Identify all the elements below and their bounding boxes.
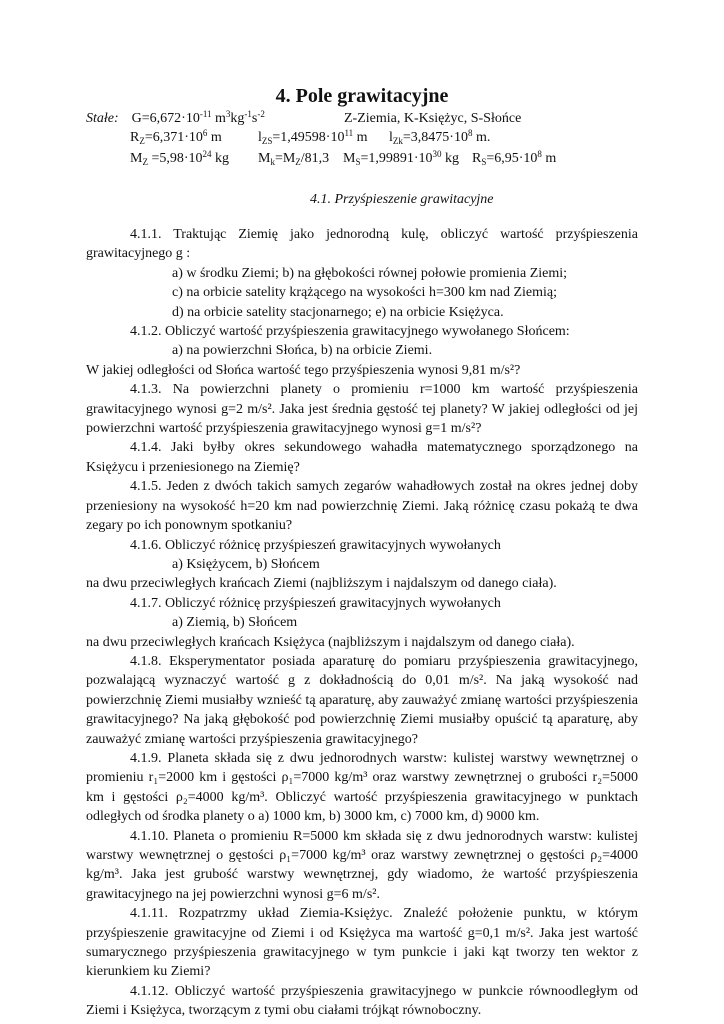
problem-4-1-1: 4.1.1. Traktując Ziemię jako jednorodną kulę, obliczyć wartość przyśpieszenia grawitacyjnego g : — [86, 227, 638, 262]
problem-4-1-12: 4.1.12. Obliczyć wartość przyśpieszenia grawitacyjnego w punkcie równoodległym od Ziemi i Księżyca, tworzącym z tymi obu ciałami trójkąt równoboczny. — [86, 983, 638, 1019]
constants-label: Stałe: — [86, 111, 119, 126]
const-MK: $M_k=M_Z/81,3$ — [258, 151, 330, 167]
problem-4-1-1-c: c) na orbicie satelity krążącego na wysokości h=300 km nad Ziemią; — [172, 285, 557, 301]
const-lZK: $l_{Zk}=3,8475\cdot 10^8$ m. — [389, 128, 491, 146]
constants-line-1 — [86, 110, 265, 128]
problem-list — [86, 225, 638, 1021]
const-MS: $M_S=1,99891\cdot 10^{30}$ kg — [343, 149, 460, 167]
problem-4-1-5: 4.1.5. Jeden z dwóch takich samych zegarów wahadłowych został na okres jednej doby przeniesiony na wysokość h=20 km nad powierzchnię Ziemi. Jaką różnicę czasu pokażą te dwa zegary po ich ponownym spotkaniu? — [86, 479, 638, 534]
problem-4-1-4: 4.1.4. Jaki byłby okres sekundowego wahadła matematycznego sporządzonego na Księżycu i przeniesionego na Ziemię? — [86, 440, 638, 475]
problem-4-1-1-ab: a) w środku Ziemi; b) na głębokości równej połowie promienia Ziemi; — [172, 265, 568, 281]
const-RS: $R_S=6,95\cdot 10^8$ m — [472, 149, 557, 167]
const-RZ: $R_Z=6,371\cdot 10^6$ m — [130, 128, 222, 146]
section-title: 4.1. Przyśpieszenie grawitacyjne — [310, 192, 494, 207]
constants-legend: Z-Ziemia, K-Księżyc, S-Słońce — [344, 111, 522, 126]
problem-4-1-7: 4.1.7. Obliczyć różnicę przyśpieszeń grawitacyjnych wywołanych — [130, 595, 501, 611]
const-MZ: $M_Z =5,98\cdot 10^{24}$ kg — [130, 149, 230, 167]
problem-4-1-1-de: d) na orbicie satelity stacjonarnego; e) na orbicie Księżyca. — [172, 304, 504, 320]
problem-4-1-7-tail: na dwu przeciwległych krańcach Księżyca (najbliższym i najdalszym od danego ciała). — [86, 634, 575, 650]
problem-4-1-9: 4.1.9. Planeta składa się z dwu jednorodnych warstw: kulistej warstwy wewnętrznej o promieniu r₁=2000 km i gęstości ρ₁=7000 kg/m³ oraz warstwy zewnętrznej o grubości r₂=5000 km i gęstości ρ₂=4000 kg/m³. Obliczyć wartość przyśpieszenia grawitacyjnego w punktach odległych od środka planety o a) 1000 km, b) 3000 km, c) 7000 km, d) 9000 km. — [86, 750, 638, 825]
const-lZS: $l_{ZS}=1,49598\cdot 10^{11}$ m — [258, 128, 368, 146]
const-G: $G=6,672\cdot 10^{-11}$ $m^3kg^{-1}s^{-2}$ — [131, 109, 265, 126]
problem-4-1-2-question: W jakiej odległości od Słońca wartość tego przyśpieszenia wynosi 9,81 m/s²? — [86, 362, 521, 378]
problem-4-1-2-ab: a) na powierzchni Słońca, b) na orbicie Ziemi. — [172, 343, 433, 359]
problem-4-1-7-ab: a) Ziemią, b) Słońcem — [172, 615, 298, 631]
problem-4-1-3: 4.1.3. Na powierzchni planety o promieniu r=1000 km wartość przyśpieszenia grawitacyjnego wynosi g=2 m/s². Jaka jest średnia gęstość tej planety? W jakiej odległości od jej powierzchni wartość przyśpieszenia grawitacyjnego wynosi g=1 m/s²? — [86, 382, 638, 437]
problem-4-1-2: 4.1.2. Obliczyć wartość przyśpieszenia grawitacyjnego wywołanego Słońcem: — [130, 324, 570, 340]
problem-4-1-8: 4.1.8. Eksperymentator posiada aparaturę do pomiaru przyśpieszenia grawitacyjnego, pozwalającą wyznaczyć wartość g z dokładnością do 0,01 m/s². Na jaką wysokość nad powierzchnię Ziemi musiałby wznieść tą aparaturę, aby zauważyć zmianę wartości przyśpieszenia grawitacyjnego? Na jaką głębokość pod powierzchnię Ziemi musiałby opuścić tą aparaturę, aby zauważyć zmianę wartości przyśpieszenia grawitacyjnego? — [86, 653, 638, 747]
page-title: 4. Pole grawitacyjne — [275, 85, 449, 107]
problem-4-1-6: 4.1.6. Obliczyć różnicę przyśpieszeń grawitacyjnych wywołanych — [130, 537, 501, 553]
problem-4-1-11: 4.1.11. Rozpatrzmy układ Ziemia-Księżyc. Znaleźć położenie punktu, w którym przyśpieszenie grawitacyjne od Ziemi i od Księżyca ma wartość g=0,1 m/s². Jaka jest wartość sumarycznego przyśpieszenia grawitacyjnego w tym punkcie i jaki kąt tworzy ten wektor z kierunkiem ku Ziemi? — [86, 906, 638, 980]
problem-4-1-10: 4.1.10. Planeta o promieniu R=5000 km składa się z dwu jednorodnych warstw: kulistej warstwy wewnętrznej o gęstości ρ₁=7000 kg/m³ oraz warstwy zewnętrznej o gęstości ρ₂=4000 kg/m³. Jaka jest grubość warstwy wewnętrznej, gdy wiadomo, że wartość przyśpieszenia grawitacyjnego na jej powierzchni wynosi g=6 m/s². — [86, 828, 638, 902]
problem-4-1-6-ab: a) Księżycem, b) Słońcem — [172, 556, 320, 572]
problem-4-1-6-tail: na dwu przeciwległych krańcach Ziemi (najbliższym i najdalszym od danego ciała). — [86, 576, 557, 592]
